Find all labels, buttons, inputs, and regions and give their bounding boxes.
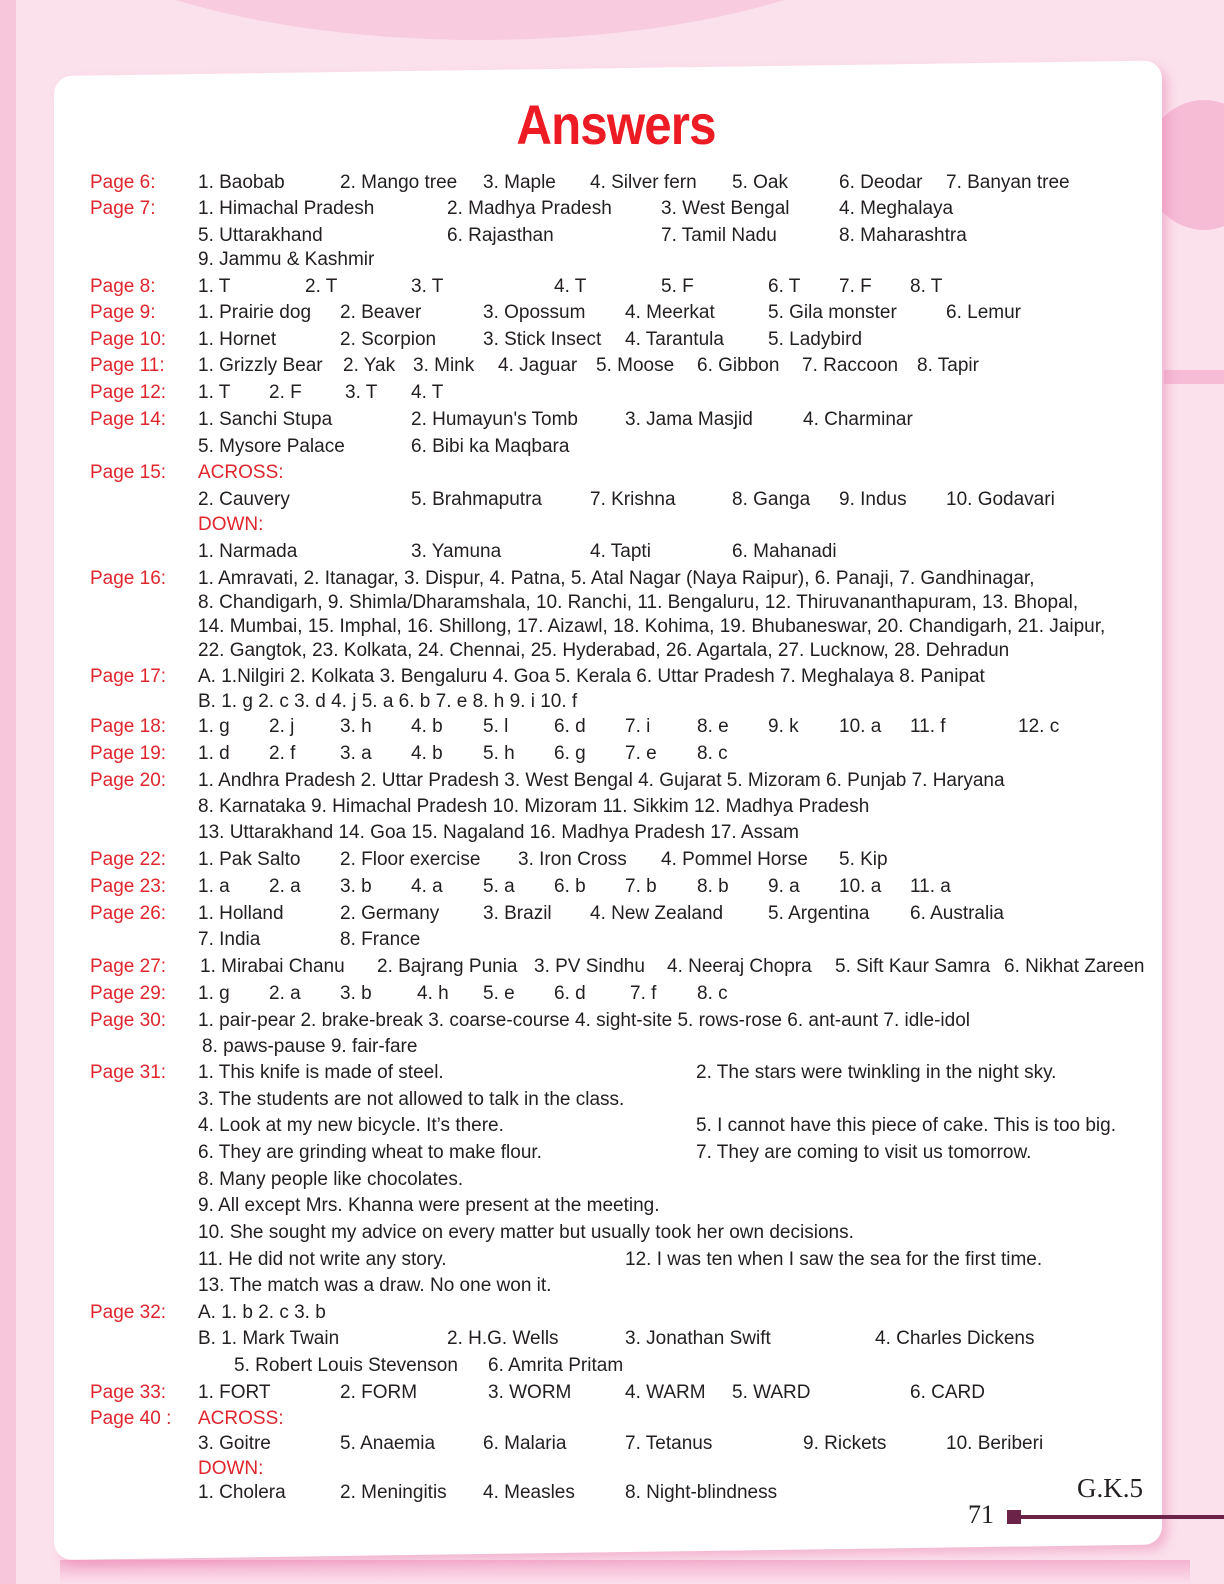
answer-item: 2. Meningitis (340, 1482, 447, 1503)
answer-item: 2. a (269, 983, 301, 1004)
answer-item: 4. T (411, 382, 444, 403)
answer-item: 4. h (417, 983, 449, 1004)
answer-item: 2. The stars were twinkling in the night sky. (696, 1062, 1057, 1083)
answer-item: 3. Goitre (198, 1433, 271, 1454)
answer-item: 4. b (411, 716, 443, 737)
section-heading: DOWN: (198, 1458, 264, 1479)
answer-item: 3. T (345, 382, 378, 403)
answer-item: 5. Mysore Palace (198, 436, 345, 457)
answer-item: 5. Ladybird (768, 329, 863, 350)
answer-item: 6. T (768, 276, 801, 297)
answer-item: 6. b (554, 876, 586, 897)
answer-item: 4. b (411, 743, 443, 764)
answer-item: 7. They are coming to visit us tomorrow. (696, 1142, 1032, 1163)
page-label: Page 27: (90, 956, 167, 977)
answer-item: 3. Jonathan Swift (625, 1328, 771, 1349)
page-label: Page 18: (90, 716, 167, 737)
answer-item: 10. Beriberi (946, 1433, 1044, 1454)
page-label: Page 40 : (90, 1408, 172, 1429)
answer-item: 9. Indus (839, 489, 907, 510)
page-label: Page 26: (90, 903, 167, 924)
answer-item: 3. PV Sindhu (534, 956, 645, 977)
answer-item: 5. Oak (732, 172, 788, 193)
answer-item: 5. Brahmaputra (411, 489, 542, 510)
answer-item: 9. k (768, 716, 799, 737)
answer-item: 4. a (411, 876, 443, 897)
answer-item: 9. a (768, 876, 800, 897)
answer-item: 2. Mango tree (340, 172, 458, 193)
answer-item: 8. c (697, 983, 728, 1004)
answer-item: 2. Scorpion (340, 329, 437, 350)
answer-item: 6. d (554, 983, 586, 1004)
answer-item: 8. Many people like chocolates. (198, 1169, 464, 1190)
answer-item: 8. paws-pause 9. fair-fare (202, 1036, 418, 1057)
answer-item: 4. Look at my new bicycle. It’s there. (198, 1115, 504, 1136)
answer-item: 4. New Zealand (590, 903, 724, 924)
answer-item: 3. Brazil (483, 903, 552, 924)
answer-item: 1. Hornet (198, 329, 277, 350)
answer-item: 12. I was ten when I saw the sea for the first time. (625, 1249, 1043, 1270)
answer-item: 2. H.G. Wells (447, 1328, 559, 1349)
answer-item: 7. F (839, 276, 872, 297)
answer-item: 3. b (340, 876, 372, 897)
answer-item: 22. Gangtok, 23. Kolkata, 24. Chennai, 25. Hyderabad, 26. Agartala, 27. Lucknow, 28. Dehradun (198, 640, 1010, 661)
answer-item: B. 1. Mark Twain (198, 1328, 340, 1349)
page-marker-line (1020, 1515, 1224, 1519)
answer-item: 2. Humayun's Tomb (411, 409, 578, 430)
answer-item: 1. Cholera (198, 1482, 286, 1503)
answer-item: 2. f (269, 743, 296, 764)
answer-item: 3. a (340, 743, 372, 764)
page-label: Page 9: (90, 302, 156, 323)
answer-item: 2. FORM (340, 1382, 418, 1403)
answer-item: 1. Grizzly Bear (198, 355, 323, 376)
answer-item: 6. Amrita Pritam (488, 1355, 624, 1376)
answer-item: 4. Tarantula (625, 329, 724, 350)
answer-item: 13. The match was a draw. No one won it. (198, 1275, 552, 1296)
answer-item: 3. The students are not allowed to talk in the class. (198, 1089, 625, 1110)
answer-item: 1. pair-pear 2. brake-break 3. coarse-course 4. sight-site 5. rows-rose 6. ant-aunt 7. idle-idol (198, 1010, 970, 1031)
answer-item: 6. Malaria (483, 1433, 567, 1454)
answer-item: 9. Jammu & Kashmir (198, 249, 375, 270)
answer-item: 8. Maharashtra (839, 225, 967, 246)
page-label: Page 15: (90, 462, 167, 483)
answer-item: 5. l (483, 716, 509, 737)
answer-item: B. 1. g 2. c 3. d 4. j 5. a 6. b 7. e 8. h 9. i 10. f (198, 691, 578, 712)
answer-item: 1. Pak Salto (198, 849, 301, 870)
answer-item: 1. FORT (198, 1382, 271, 1403)
answer-item: 7. India (198, 929, 261, 950)
page-number: 71 (968, 1500, 994, 1529)
page-title: Answers (516, 93, 716, 156)
answer-item: 1. Narmada (198, 541, 298, 562)
answer-item: 8. Karnataka 9. Himachal Pradesh 10. Mizoram 11. Sikkim 12. Madhya Pradesh (198, 796, 870, 817)
answer-item: 3. WORM (488, 1382, 572, 1403)
answer-item: 7. Tamil Nadu (661, 225, 777, 246)
answer-item: 2. T (305, 276, 338, 297)
answer-item: 5. Anaemia (340, 1433, 436, 1454)
answer-item: 2. Floor exercise (340, 849, 481, 870)
answer-item: 7. Raccoon (802, 355, 899, 376)
answer-item: 2. j (269, 716, 295, 737)
answer-item: 5. WARD (732, 1382, 811, 1403)
answer-item: 3. Stick Insect (483, 329, 602, 350)
answer-item: 3. Mink (413, 355, 475, 376)
page-label: Page 19: (90, 743, 167, 764)
answer-item: A. 1.Nilgiri 2. Kolkata 3. Bengaluru 4. Goa 5. Kerala 6. Uttar Pradesh 7. Meghalaya 8. Panipat (198, 666, 985, 687)
answer-item: 11. He did not write any story. (198, 1249, 447, 1270)
answer-item: 12. c (1018, 716, 1060, 737)
answer-item: 10. a (839, 876, 882, 897)
answer-item: 8. France (340, 929, 421, 950)
page-label: Page 32: (90, 1302, 167, 1323)
answer-item: 3. Maple (483, 172, 556, 193)
answer-item: 3. Jama Masjid (625, 409, 753, 430)
answer-item: 4. Silver fern (590, 172, 697, 193)
answer-item: 6. CARD (910, 1382, 985, 1403)
page-label: Page 29: (90, 983, 167, 1004)
answer-item: 1. Andhra Pradesh 2. Uttar Pradesh 3. West Bengal 4. Gujarat 5. Mizoram 6. Punjab 7. Haryana (198, 770, 1005, 791)
answer-item: 6. d (554, 716, 586, 737)
answer-item: 3. Opossum (483, 302, 586, 323)
answer-item: 5. Gila monster (768, 302, 897, 323)
answer-item: 13. Uttarakhand 14. Goa 15. Nagaland 16. Madhya Pradesh 17. Assam (198, 822, 799, 843)
answer-item: 8. e (697, 716, 729, 737)
answer-item: 2. Yak (343, 355, 396, 376)
answer-item: 7. e (625, 743, 657, 764)
answer-item: 6. Lemur (946, 302, 1021, 323)
answer-item: 2. Germany (340, 903, 440, 924)
answer-item: 5. Sift Kaur Samra (835, 956, 991, 977)
answer-item: 3. T (411, 276, 444, 297)
answer-item: 4. Jaguar (498, 355, 578, 376)
answer-item: 6. Rajasthan (447, 225, 554, 246)
answer-item: 4. WARM (625, 1382, 706, 1403)
answer-item: 4. Pommel Horse (661, 849, 808, 870)
answer-item: 8. Tapir (917, 355, 979, 376)
answer-item: 4. Neeraj Chopra (667, 956, 812, 977)
answer-item: 10. a (839, 716, 882, 737)
answer-item: 6. Nikhat Zareen (1004, 956, 1145, 977)
answer-item: 2. F (269, 382, 302, 403)
answer-item: 1. g (198, 716, 230, 737)
answer-item: 2. Cauvery (198, 489, 290, 510)
answer-item: 8. T (910, 276, 943, 297)
page-label: Page 11: (90, 355, 165, 376)
answer-item: 1. This knife is made of steel. (198, 1062, 444, 1083)
answer-item: 4. Charminar (803, 409, 913, 430)
answer-item: 2. a (269, 876, 301, 897)
answer-item: 14. Mumbai, 15. Imphal, 16. Shillong, 17. Aizawl, 18. Kohima, 19. Bhubaneswar, 20. Chandigarh, 21. Jaipur, (198, 616, 1106, 637)
page-label: Page 12: (90, 382, 167, 403)
answer-item: 2. Bajrang Punia (377, 956, 518, 977)
answer-item: 9. All except Mrs. Khanna were present at the meeting. (198, 1195, 660, 1216)
answer-item: 1. Sanchi Stupa (198, 409, 333, 430)
answer-item: 7. Krishna (590, 489, 676, 510)
answer-item: 1. Mirabai Chanu (200, 956, 345, 977)
answer-item: 8. b (697, 876, 729, 897)
answer-item: 8. Night-blindness (625, 1482, 778, 1503)
answer-item: 8. Chandigarh, 9. Shimla/Dharamshala, 10. Ranchi, 11. Bengaluru, 12. Thiruvananthapuram, 13. Bhopal, (198, 592, 1079, 613)
answer-item: 1. Himachal Pradesh (198, 198, 375, 219)
answer-item: 5. Kip (839, 849, 888, 870)
answer-item: 4. T (554, 276, 587, 297)
answer-item: 5. I cannot have this piece of cake. This is too big. (696, 1115, 1117, 1136)
page-label: Page 17: (90, 666, 167, 687)
page-label: Page 8: (90, 276, 156, 297)
answer-item: 7. b (625, 876, 657, 897)
answer-item: 5. e (483, 983, 515, 1004)
answer-item: 4. Charles Dickens (875, 1328, 1035, 1349)
answer-item: 4. Measles (483, 1482, 575, 1503)
answer-item: 1. Prairie dog (198, 302, 312, 323)
page-label: Page 31: (90, 1062, 167, 1083)
answer-item: 4. Meerkat (625, 302, 715, 323)
answer-item: 11. f (910, 716, 946, 737)
page-label: Page 33: (90, 1382, 167, 1403)
answer-item: 6. Gibbon (697, 355, 780, 376)
page-label: Page 6: (90, 172, 156, 193)
answer-item: 4. Tapti (590, 541, 651, 562)
answer-item: 1. d (198, 743, 230, 764)
answer-item: 6. Bibi ka Maqbara (411, 436, 570, 457)
answer-item: 1. Holland (198, 903, 284, 924)
answer-item: 2. Beaver (340, 302, 422, 323)
section-heading: ACROSS: (198, 1408, 284, 1429)
answer-item: 1. g (198, 983, 230, 1004)
page-marker-square-icon (1007, 1510, 1021, 1524)
answer-item: 10. Godavari (946, 489, 1055, 510)
answer-item: 5. F (661, 276, 694, 297)
answer-item: 4. Meghalaya (839, 198, 954, 219)
answer-item: 2. Madhya Pradesh (447, 198, 612, 219)
answer-item: 1. a (198, 876, 230, 897)
answer-item: 1. Baobab (198, 172, 285, 193)
answer-item: 3. Iron Cross (518, 849, 627, 870)
answer-item: 1. Amravati, 2. Itanagar, 3. Dispur, 4. Patna, 5. Atal Nagar (Naya Raipur), 6. Panaji, 7. Gandhinagar, (198, 568, 1035, 589)
answer-item: 10. She sought my advice on every matter but usually took her own decisions. (198, 1222, 854, 1243)
answer-item: 9. Rickets (803, 1433, 887, 1454)
answer-item: 5. h (483, 743, 515, 764)
answer-item: A. 1. b 2. c 3. b (198, 1302, 326, 1323)
answer-item: 5. Argentina (768, 903, 870, 924)
answer-item: 7. i (625, 716, 651, 737)
answer-item: 6. Australia (910, 903, 1004, 924)
section-heading: DOWN: (198, 514, 264, 535)
answer-item: 1. T (198, 382, 231, 403)
answer-item: 8. c (697, 743, 728, 764)
answer-item: 11. a (910, 876, 951, 897)
page-label: Page 20: (90, 770, 167, 791)
answer-item: 5. a (483, 876, 515, 897)
answer-item: 5. Uttarakhand (198, 225, 323, 246)
answer-item: 3. h (340, 716, 372, 737)
answer-item: 3. West Bengal (661, 198, 790, 219)
answer-item: 1. T (198, 276, 231, 297)
book-code: G.K.5 (1077, 1473, 1143, 1503)
answer-item: 6. Mahanadi (732, 541, 837, 562)
answer-item: 5. Robert Louis Stevenson (234, 1355, 458, 1376)
answer-item: 7. Tetanus (625, 1433, 713, 1454)
page-label: Page 16: (90, 568, 167, 589)
page-label: Page 30: (90, 1010, 167, 1031)
page-label: Page 23: (90, 876, 167, 897)
page-label: Page 10: (90, 329, 167, 350)
answer-item: 3. Yamuna (411, 541, 502, 562)
answer-item: 6. g (554, 743, 586, 764)
answer-item: 6. They are grinding wheat to make flour. (198, 1142, 542, 1163)
section-heading: ACROSS: (198, 462, 284, 483)
answer-item: 7. f (630, 983, 657, 1004)
answer-item: 3. b (340, 983, 372, 1004)
page-label: Page 22: (90, 849, 167, 870)
answer-item: 6. Deodar (839, 172, 923, 193)
page-label: Page 14: (90, 409, 167, 430)
page-label: Page 7: (90, 198, 156, 219)
answer-item: 5. Moose (596, 355, 675, 376)
answer-item: 7. Banyan tree (946, 172, 1070, 193)
answer-item: 8. Ganga (732, 489, 811, 510)
